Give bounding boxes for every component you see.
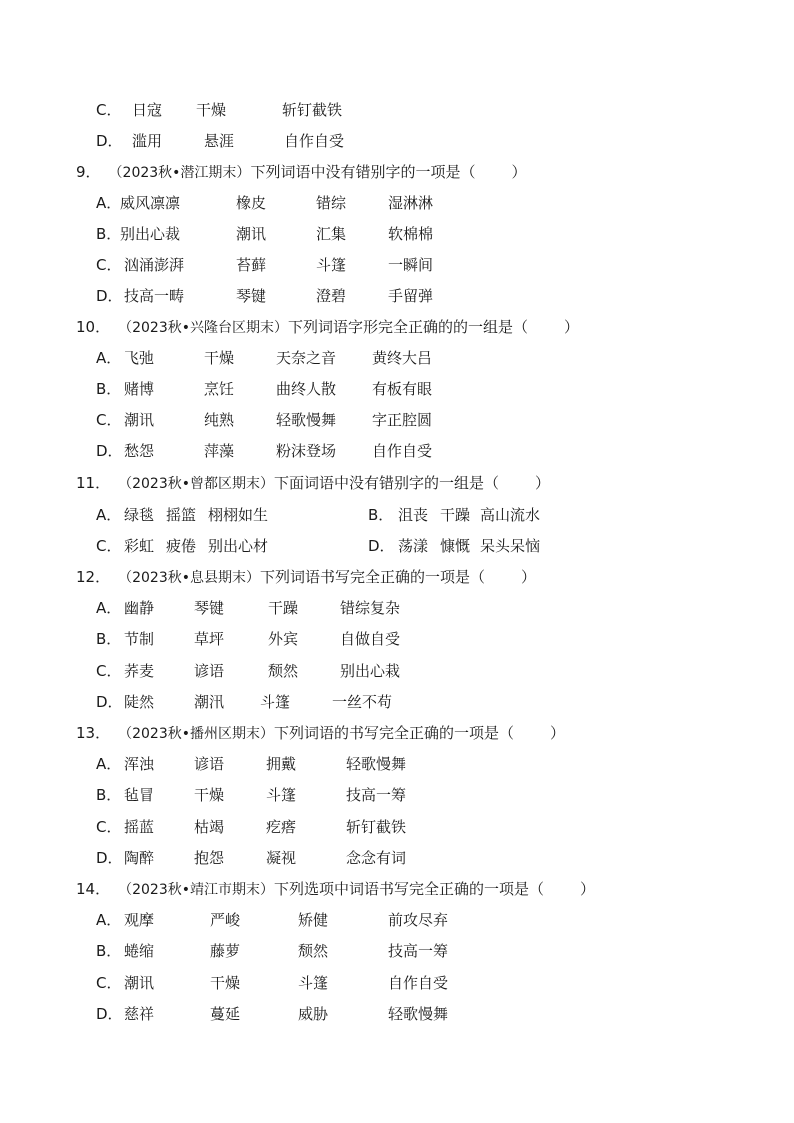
option-word: 斗篷	[316, 256, 347, 274]
question-source: （2023秋•靖江市期末）	[118, 882, 274, 898]
option-word: 滥用	[132, 132, 163, 150]
option-word: 苔藓	[236, 256, 267, 274]
option-word: 藤萝	[210, 942, 241, 960]
option-word: 节制	[124, 630, 155, 648]
option-line	[96, 812, 407, 843]
option-word: 谚语	[194, 662, 225, 680]
option-letter: D．	[96, 693, 123, 711]
option-letter: A．	[96, 911, 122, 929]
option-letter: C．	[96, 256, 122, 274]
option-word: 错综复杂	[340, 599, 401, 617]
option-word: 自作自受	[284, 132, 345, 150]
option-word: 琴键	[194, 599, 225, 617]
question-12	[76, 562, 536, 593]
option-word: 凝视	[266, 849, 297, 867]
option-word: 蔓延	[210, 1005, 241, 1023]
question-number: 13．	[76, 724, 111, 742]
option-word: 日寇	[132, 101, 163, 119]
option-letter: A．	[96, 755, 122, 773]
option-word: 威风凛凛	[120, 194, 181, 212]
option-word: 严峻	[210, 911, 241, 929]
question-number: 14．	[76, 880, 111, 898]
question-source: （2023秋•息县期末）	[118, 570, 260, 586]
option-word: 自作自受	[372, 442, 433, 460]
option-word: 疲倦	[166, 537, 197, 555]
option-word: 慷慨	[440, 537, 471, 555]
option-word: 外宾	[268, 630, 299, 648]
option-line	[96, 843, 407, 874]
option-letter: C．	[96, 411, 122, 429]
option-word: 技高一筹	[346, 786, 407, 804]
option-line	[96, 624, 401, 655]
option-word: 湿淋淋	[388, 194, 434, 212]
option-word: 潮讯	[236, 225, 267, 243]
option-word: 栩栩如生	[208, 506, 269, 524]
option-letter: A．	[96, 194, 122, 212]
option-line	[96, 656, 401, 687]
option-word: 威胁	[298, 1005, 329, 1023]
option-word: 别出心栽	[340, 662, 401, 680]
option-line	[96, 188, 434, 219]
option-letter: A．	[96, 599, 122, 617]
option-word: 自作自受	[388, 974, 449, 992]
option-word: 愁怨	[124, 442, 155, 460]
option-word: 前攻尽弃	[388, 911, 449, 929]
option-word: 轻歌慢舞	[346, 755, 407, 773]
question-14	[76, 874, 595, 905]
option-letter: B．	[96, 630, 122, 648]
option-word: 浑浊	[124, 755, 155, 773]
option-word: 汇集	[316, 225, 347, 243]
question-10	[76, 312, 579, 343]
question-number: 11．	[76, 474, 111, 492]
option-line	[96, 95, 343, 126]
question-stem: 下列词语字形完全正确的的一组是（	[287, 318, 528, 336]
option-word: 黄终大吕	[372, 349, 433, 367]
answer-paren-close: ）	[564, 318, 580, 336]
option-line	[96, 250, 434, 281]
option-word: 潮讯	[124, 411, 155, 429]
question-source: （2023秋•潜江期末）	[108, 165, 251, 181]
option-word: 毡冒	[124, 786, 155, 804]
question-source: （2023秋•兴隆台区期末）	[118, 320, 288, 336]
option-letter: D．	[96, 442, 123, 460]
question-11	[76, 468, 550, 499]
option-word: 幽静	[124, 599, 155, 617]
option-line	[368, 500, 541, 531]
option-letter: C．	[96, 818, 122, 836]
question-number: 10．	[76, 318, 111, 336]
option-word: 高山流水	[480, 506, 541, 524]
option-letter: C．	[96, 662, 122, 680]
option-line	[96, 749, 407, 780]
option-line	[96, 281, 434, 312]
option-word: 颓然	[268, 662, 299, 680]
option-word: 别出心裁	[120, 225, 181, 243]
option-word: 有板有眼	[372, 380, 433, 398]
option-line	[96, 531, 269, 562]
option-letter: D．	[368, 537, 395, 555]
option-letter: B．	[368, 506, 394, 524]
option-word: 曲终人散	[276, 380, 337, 398]
question-stem: 下列词语中没有错别字的一项是（	[250, 163, 476, 181]
option-word: 枯竭	[194, 818, 225, 836]
option-line	[96, 968, 449, 999]
option-word: 干燥	[210, 974, 241, 992]
option-word: 念念有词	[346, 849, 407, 867]
question-stem: 下列选项中词语书写完全正确的一项是（	[273, 880, 544, 898]
option-word: 软棉棉	[388, 225, 434, 243]
option-word: 绿毯	[124, 506, 155, 524]
option-word: 蜷缩	[124, 942, 155, 960]
option-word: 陡然	[124, 693, 155, 711]
option-word: 疙瘩	[266, 818, 297, 836]
option-line	[96, 905, 449, 936]
option-word: 别出心材	[208, 537, 269, 555]
option-word: 斗篷	[298, 974, 329, 992]
option-word: 潮汛	[194, 693, 225, 711]
question-stem: 下列词语的书写完全正确的一项是（	[273, 724, 514, 742]
option-word: 技高一畴	[124, 287, 185, 305]
option-letter: D．	[96, 287, 123, 305]
option-letter: B．	[96, 380, 122, 398]
option-word: 拥戴	[266, 755, 297, 773]
answer-paren-close: ）	[511, 163, 527, 181]
option-line	[96, 999, 449, 1030]
option-word: 天奈之音	[276, 349, 337, 367]
option-word: 干燥	[194, 786, 225, 804]
option-word: 一丝不苟	[332, 693, 393, 711]
option-word: 纯熟	[204, 411, 235, 429]
option-line	[96, 374, 433, 405]
answer-paren-close: ）	[550, 724, 566, 742]
question-9	[76, 157, 526, 188]
answer-paren-close: ）	[535, 474, 551, 492]
question-13	[76, 718, 565, 749]
option-word: 飞弛	[124, 349, 155, 367]
option-letter: C．	[96, 537, 122, 555]
option-letter: C．	[96, 101, 122, 119]
option-word: 橡皮	[236, 194, 267, 212]
option-word: 轻歌慢舞	[388, 1005, 449, 1023]
option-word: 颓然	[298, 942, 329, 960]
option-word: 沮丧	[398, 506, 429, 524]
option-word: 慈祥	[124, 1005, 155, 1023]
option-word: 干燥	[196, 101, 227, 119]
option-word: 草坪	[194, 630, 225, 648]
option-word: 澄碧	[316, 287, 347, 305]
answer-paren-close: ）	[521, 568, 537, 586]
option-word: 呆头呆恼	[480, 537, 541, 555]
option-word: 斩钉截铁	[346, 818, 407, 836]
option-word: 荞麦	[124, 662, 155, 680]
option-word: 轻歌慢舞	[276, 411, 337, 429]
option-line	[96, 219, 434, 250]
option-letter: D．	[96, 1005, 123, 1023]
question-source: （2023秋•播州区期末）	[118, 726, 274, 742]
question-stem: 下面词语中没有错别字的一组是（	[273, 474, 499, 492]
option-word: 字正腔圆	[372, 411, 433, 429]
option-word: 干躁	[268, 599, 299, 617]
option-word: 一瞬间	[388, 256, 434, 274]
option-word: 干躁	[440, 506, 471, 524]
option-word: 潮讯	[124, 974, 155, 992]
option-letter: B．	[96, 942, 122, 960]
option-word: 摇蓝	[124, 818, 155, 836]
option-word: 谚语	[194, 755, 225, 773]
option-word: 萍藻	[204, 442, 235, 460]
question-stem: 下列词语书写完全正确的一项是（	[259, 568, 485, 586]
option-word: 赌博	[124, 380, 155, 398]
option-letter: D．	[96, 849, 123, 867]
option-line	[96, 343, 433, 374]
option-word: 技高一筹	[388, 942, 449, 960]
option-word: 抱怨	[194, 849, 225, 867]
option-letter: A．	[96, 506, 122, 524]
option-letter: D．	[96, 132, 123, 150]
option-word: 琴键	[236, 287, 267, 305]
option-letter: A．	[96, 349, 122, 367]
option-word: 斗篷	[266, 786, 297, 804]
option-word: 手留弹	[388, 287, 434, 305]
option-word: 摇篮	[166, 506, 197, 524]
option-word: 汹涌澎湃	[124, 256, 185, 274]
answer-paren-close: ）	[580, 880, 596, 898]
option-word: 观摩	[124, 911, 155, 929]
option-word: 粉沫登场	[276, 442, 337, 460]
option-word: 斩钉截铁	[282, 101, 343, 119]
option-word: 错综	[316, 194, 347, 212]
option-word: 矫健	[298, 911, 329, 929]
option-line	[96, 405, 433, 436]
option-letter: C．	[96, 974, 122, 992]
option-line	[96, 687, 393, 718]
option-line	[96, 436, 433, 467]
question-number: 12．	[76, 568, 111, 586]
option-line	[368, 531, 541, 562]
option-letter: B．	[96, 225, 122, 243]
option-word: 彩虹	[124, 537, 155, 555]
option-word: 陶醉	[124, 849, 155, 867]
option-line	[96, 126, 345, 157]
question-number: 9．	[76, 163, 101, 181]
option-word: 荡漾	[398, 537, 429, 555]
option-line	[96, 936, 449, 967]
option-line	[96, 780, 407, 811]
option-word: 自做自受	[340, 630, 401, 648]
option-word: 斗篷	[260, 693, 291, 711]
option-line	[96, 500, 269, 531]
option-word: 烹饪	[204, 380, 235, 398]
option-line	[96, 593, 401, 624]
option-letter: B．	[96, 786, 122, 804]
option-word: 干燥	[204, 349, 235, 367]
question-source: （2023秋•曾都区期末）	[118, 476, 274, 492]
option-word: 悬涯	[204, 132, 235, 150]
